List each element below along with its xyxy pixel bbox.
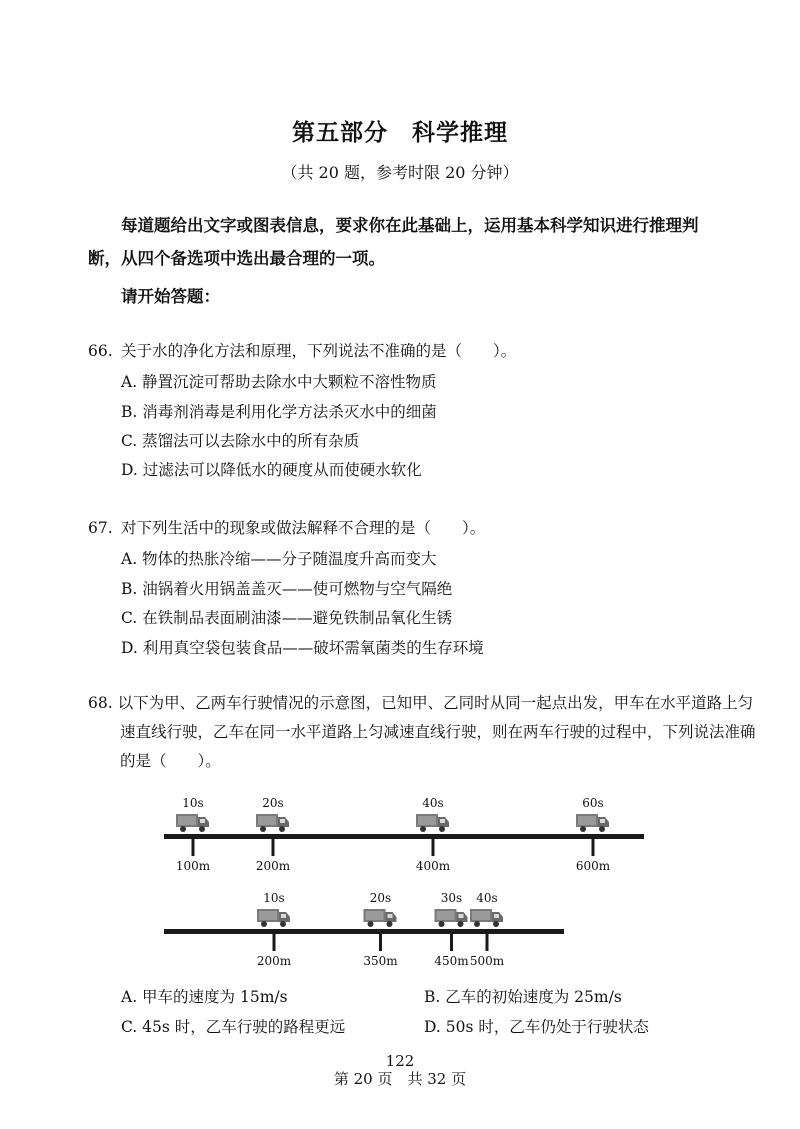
question-67 [88,514,728,543]
car-a-distance-label: 400m [415,859,451,873]
question-68 [88,689,760,776]
start-label: 请开始答题： [121,287,220,306]
instructions: 每道题给出文字或图表信息，要求你在此基础上，运用基本科学知识进行推理判断，从四个备选项中选出最合理的一项。 [88,216,699,268]
car-b-time-label: 20s [369,891,392,905]
question-number: 67. [88,519,113,537]
page-number: 122 [385,1052,415,1070]
car-a-tick [272,839,275,856]
car-b-tick [379,934,382,951]
car-b-truck-icon [435,909,468,927]
road-a [164,834,644,839]
car-a-distance-label: 600m [575,859,611,873]
car-a-distance-label: 200m [255,859,291,873]
car-b-distance-label: 450m [434,954,469,968]
car-b-distance-label: 500m [469,954,505,968]
question-stem: 对下列生活中的现象或做法解释不合理的是（ ）。 [121,519,486,537]
car-a-tick [432,839,435,856]
car-a-tick [592,839,595,856]
option-68-d: D. 50s 时，乙车仍处于行驶状态 [424,1018,649,1036]
car-b-truck-icon [257,909,290,927]
car-b-tick [450,934,453,951]
car-b-tick [273,934,276,951]
car-a-truck-icon [256,814,289,832]
page-info: 第 20 页 共 32 页 [333,1070,467,1088]
section-subtitle: （共 20 题，参考时限 20 分钟） [281,163,519,182]
car-a-time-label: 20s [262,796,284,810]
option-66-a: A. 静置沉淀可帮助去除水中大颗粒不溶性物质 [121,373,437,391]
car-b-tick [486,934,489,951]
question-number: 66. [88,342,113,360]
question-stem: 关于水的净化方法和原理，下列说法不准确的是（ ）。 [121,342,517,360]
car-a-time-label: 10s [182,796,204,810]
option-66-d: D. 过滤法可以降低水的硬度从而使硬水软化 [121,461,422,479]
car-a-time-label: 60s [582,796,604,810]
question-number: 68. [88,694,113,712]
option-67-c: C. 在铁制品表面刷油漆——避免铁制品氧化生锈 [121,609,453,627]
car-b-distance-label: 350m [363,954,398,968]
car-b-truck-icon [364,909,397,927]
option-67-d: D. 利用真空袋包装食品——破坏需氧菌类的生存环境 [121,639,484,657]
car-b-truck-icon [470,909,503,927]
car-a-distance-label: 100m [175,859,211,873]
car-a-time-label: 40s [422,796,444,810]
option-67-b: B. 油锅着火用锅盖盖灭——使可燃物与空气隔绝 [121,580,453,598]
option-67-a: A. 物体的热胀冷缩——分子随温度升高而变大 [121,550,437,568]
car-b-time-label: 30s [440,891,463,905]
car-a-truck-icon [176,814,209,832]
option-66-b: B. 消毒剂消毒是利用化学方法杀灭水中的细菌 [121,403,437,421]
option-68-c: C. 45s 时，乙车行驶的路程更远 [121,1018,346,1036]
car-b-time-label: 40s [476,891,498,905]
car-b-distance-label: 200m [256,954,292,968]
question-stem: 以下为甲、乙两车行驶情况的示意图，已知甲、乙同时从同一起点出发，甲车在水平道路上匀速直线行驶，乙车在同一水平道路上匀减速直线行驶，则在两车行驶的过程中，下列说法准确的是（ ）。 [117,694,756,770]
option-68-b: B. 乙车的初始速度为 25m/s [424,988,622,1006]
section-title: 第五部分 科学推理 [292,120,508,146]
car-a-tick [192,839,195,856]
question-66 [88,337,728,366]
option-66-c: C. 蒸馏法可以去除水中的所有杂质 [121,432,360,450]
option-68-a: A. 甲车的速度为 15m/s [121,988,288,1006]
motion-diagram [0,790,800,980]
car-b-time-label: 10s [263,891,285,905]
car-a-truck-icon [416,814,449,832]
car-a-truck-icon [576,814,609,832]
road-b [164,929,564,934]
